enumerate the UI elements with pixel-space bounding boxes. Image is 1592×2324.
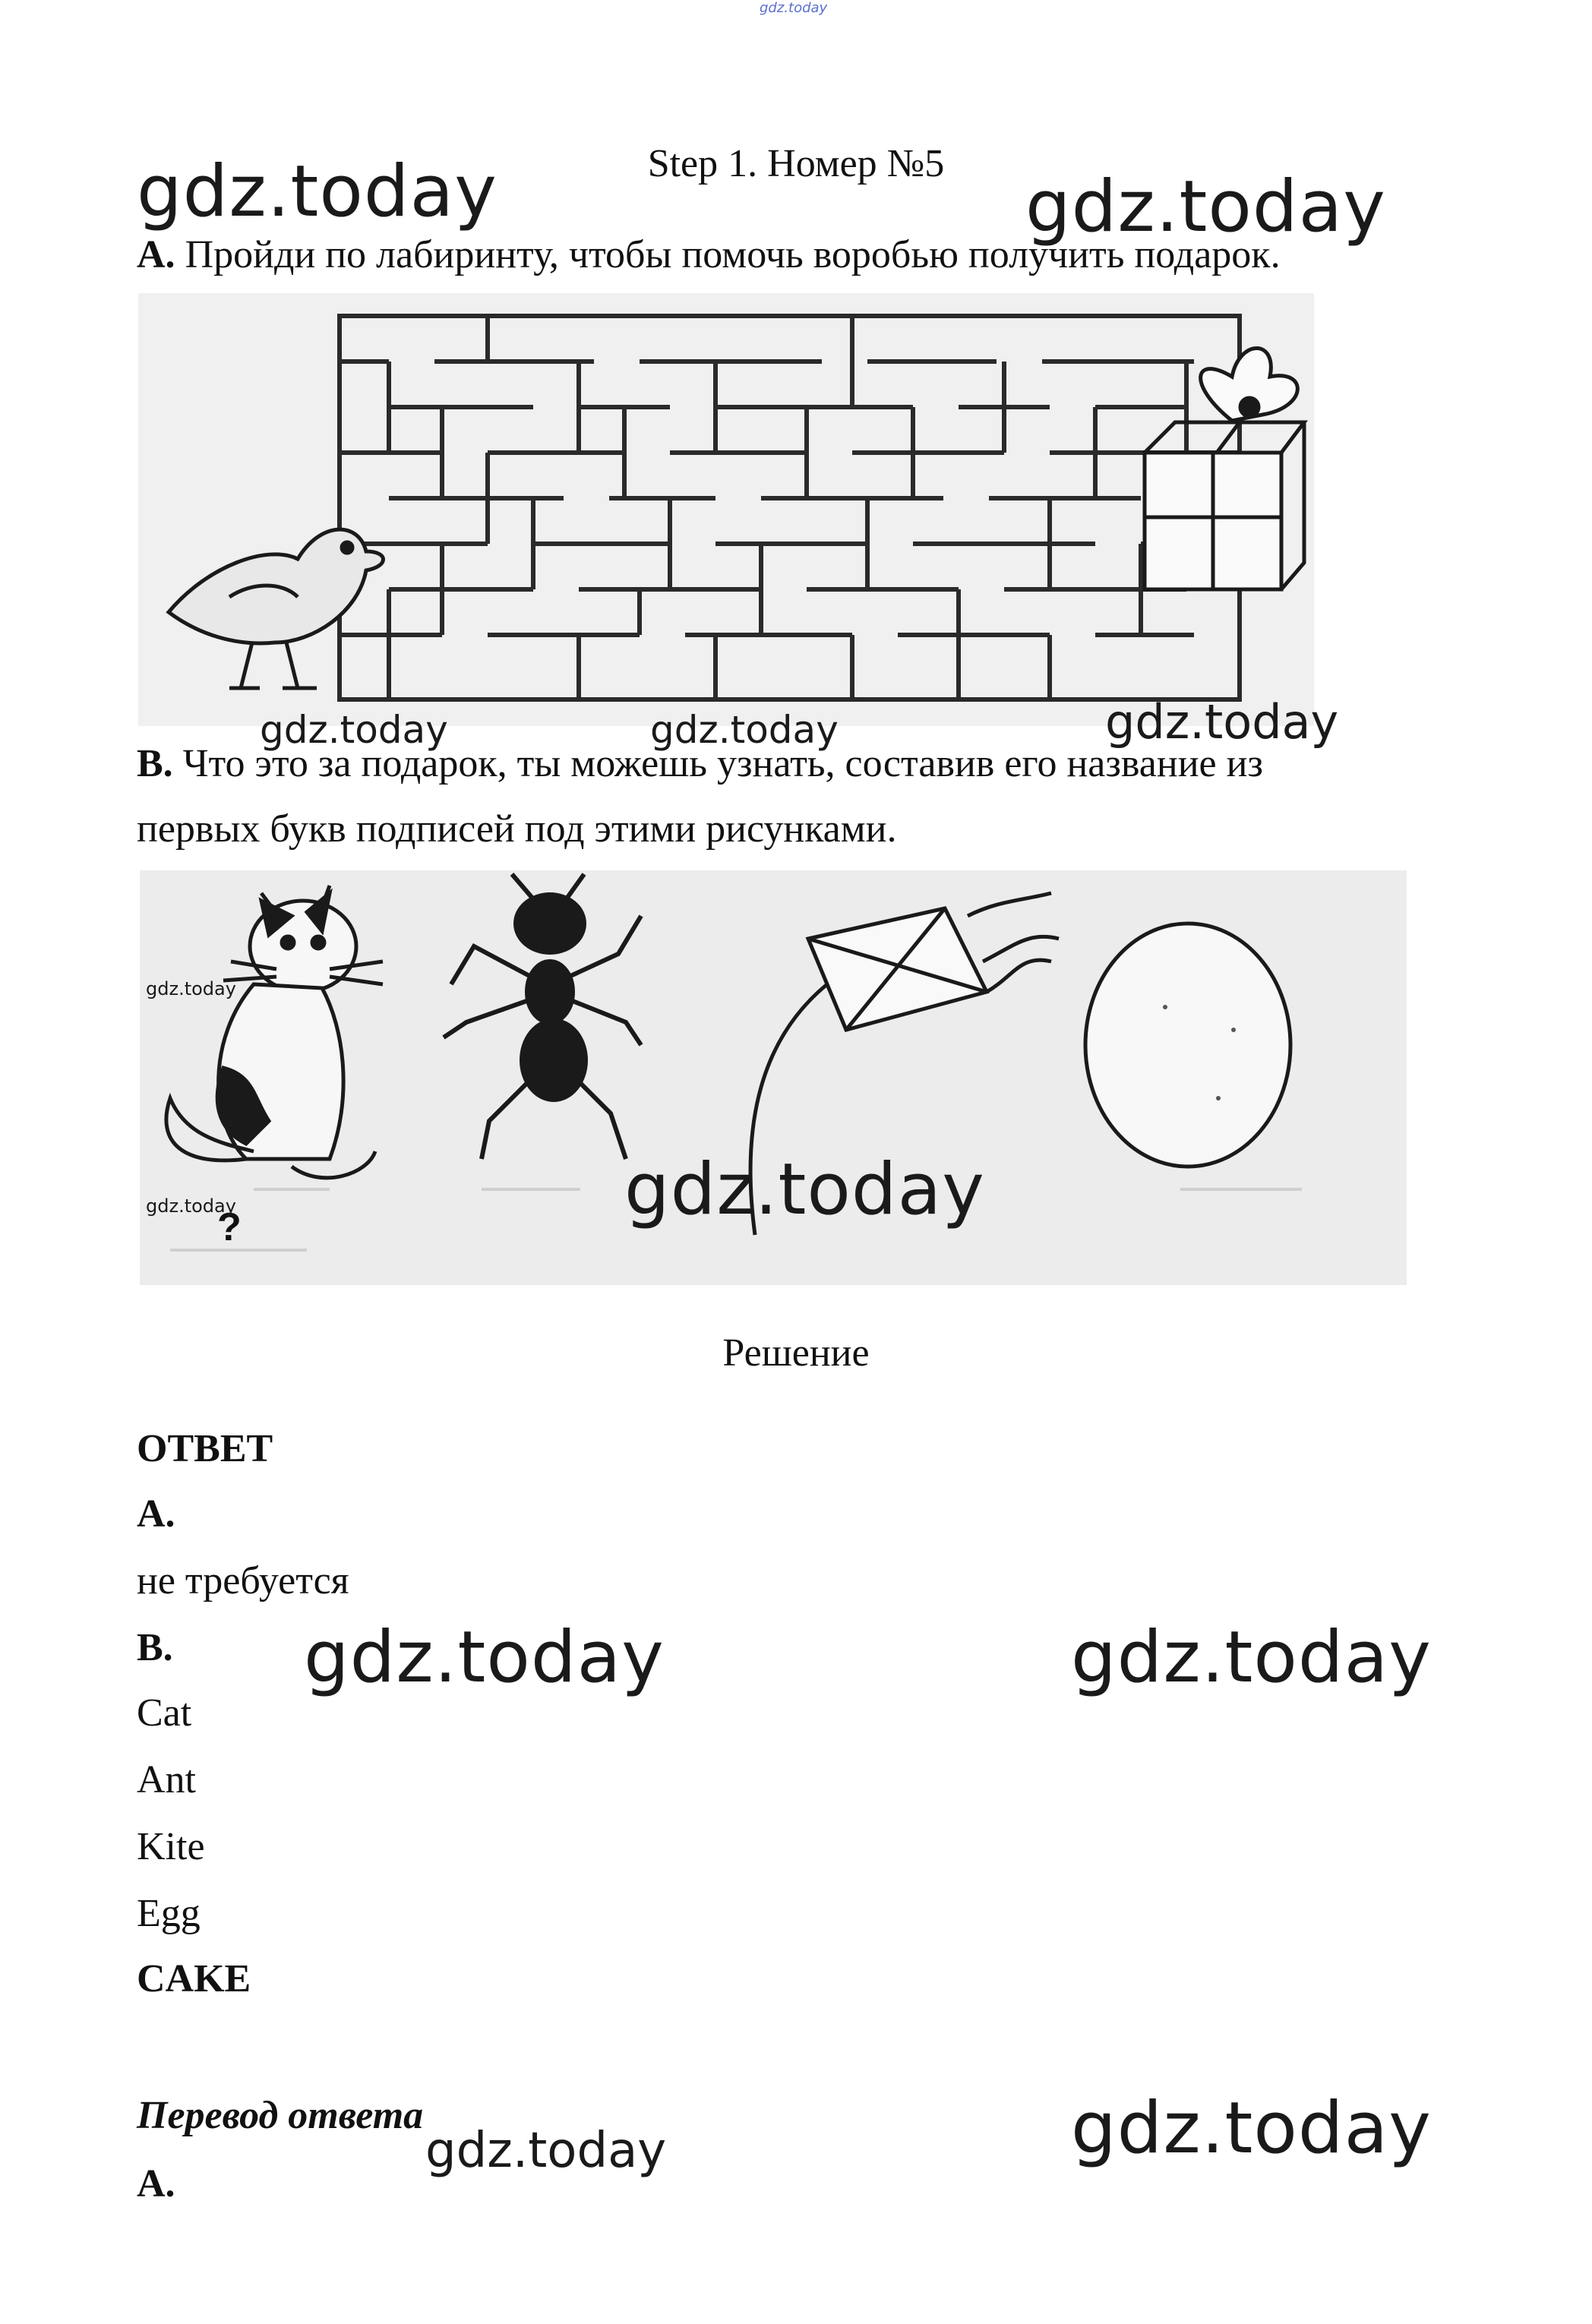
task-b-text: Что это за подарок, ты можешь узнать, составив его название из bbox=[182, 742, 1263, 785]
maze-figure bbox=[138, 293, 1314, 726]
answer-a-text: не требуется bbox=[137, 1559, 349, 1602]
watermark: gdz.today bbox=[1025, 166, 1386, 248]
task-a-label: А. bbox=[137, 233, 175, 276]
watermark: gdz.today bbox=[1105, 694, 1339, 750]
answer-a-label: А. bbox=[137, 1492, 175, 1536]
watermark: gdz.today bbox=[146, 978, 236, 999]
watermark: gdz.today bbox=[1071, 2087, 1432, 2170]
answer-heading: ОТВЕТ bbox=[137, 1427, 273, 1470]
task-b-label: В. bbox=[137, 742, 173, 785]
answer-word-cat: Cat bbox=[137, 1691, 192, 1735]
top-watermark: gdz.today bbox=[760, 0, 828, 16]
answer-word-egg: Egg bbox=[137, 1892, 201, 1935]
egg-icon bbox=[1085, 924, 1290, 1167]
watermark: gdz.today bbox=[304, 1616, 665, 1699]
watermark: gdz.today bbox=[425, 2123, 667, 2179]
solution-heading: Решение bbox=[722, 1331, 870, 1375]
answer-b-label: В. bbox=[137, 1626, 173, 1669]
watermark: gdz.today bbox=[624, 1148, 985, 1231]
page-title: Step 1. Номер №5 bbox=[647, 142, 945, 185]
watermark: gdz.today bbox=[137, 150, 498, 233]
answer-word-ant: Ant bbox=[137, 1758, 196, 1801]
maze-image bbox=[138, 293, 1314, 726]
watermark: gdz.today bbox=[1071, 1616, 1432, 1699]
task-a bbox=[137, 232, 1281, 278]
answer-result: CAKE bbox=[137, 1957, 251, 2000]
task-a-text: Пройди по лабиринту, чтобы помочь воробью получить подарок. bbox=[185, 233, 1281, 276]
watermark: gdz.today bbox=[260, 708, 448, 752]
question-mark: ? bbox=[217, 1205, 242, 1249]
translation-heading: Перевод ответа bbox=[137, 2094, 424, 2137]
watermark: gdz.today bbox=[146, 1195, 236, 1217]
answer-word-kite: Kite bbox=[137, 1825, 205, 1868]
translation-a-label: А. bbox=[137, 2162, 175, 2206]
task-b-line-2: первых букв подписей под этими рисунками. bbox=[137, 807, 897, 851]
task-b-line-1 bbox=[137, 741, 1263, 787]
watermark: gdz.today bbox=[650, 708, 839, 752]
